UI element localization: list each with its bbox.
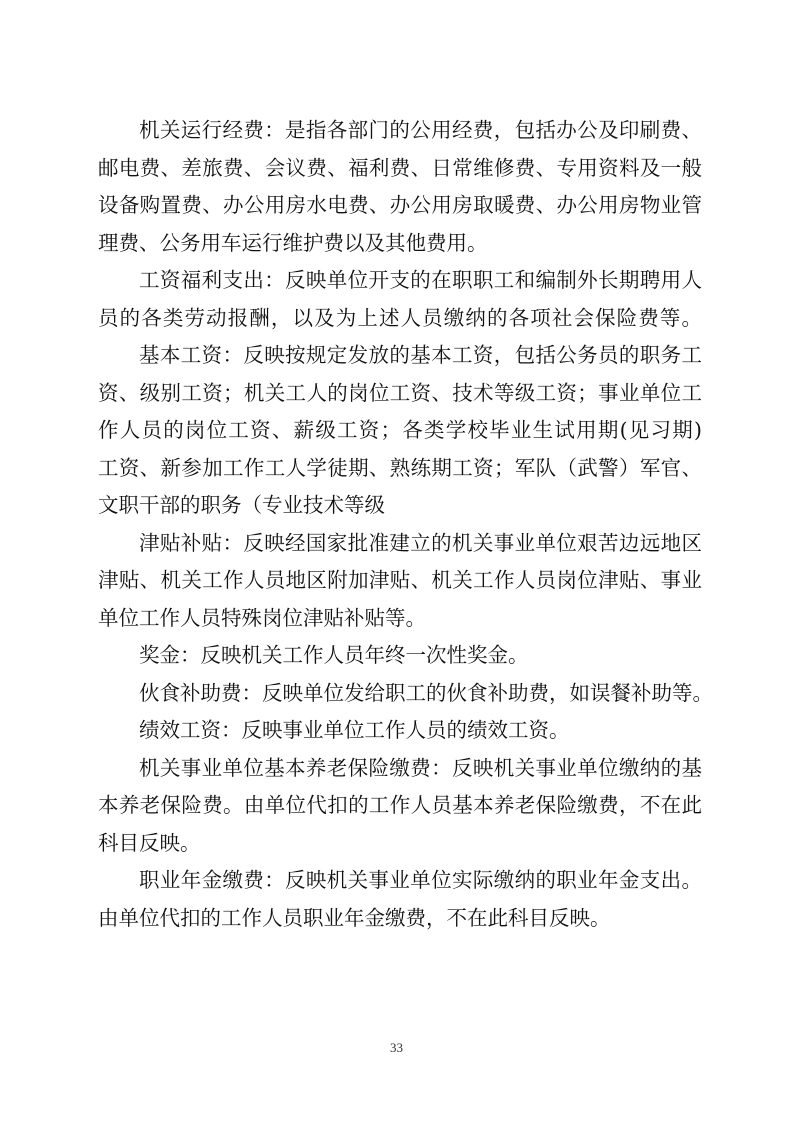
text-line: 绩效工资：反映事业单位工作人员的绩效工资。	[139, 718, 570, 742]
text-line: 奖金：反映机关工作人员年终一次性奖金。	[139, 643, 529, 667]
text-line: 工资福利支出：反映单位开支的在职职工和编制外长期聘用人	[139, 268, 702, 292]
text-line: 机关运行经费：是指各部门的公用经费，包括办公及印刷费、	[139, 118, 702, 142]
text-line: 邮电费、差旅费、会议费、福利费、日常维修费、专用资料及一般	[98, 155, 702, 180]
text-line: 理费、公务用车运行维护费以及其他费用。	[98, 230, 488, 255]
paragraph-performance-pay	[98, 712, 702, 750]
text-line: 津贴补贴：反映经国家批准建立的机关事业单位艰苦边远地区	[139, 530, 702, 555]
paragraph-basic-salary	[98, 337, 702, 525]
text-line: 基本工资：反映按规定发放的基本工资，包括公务员的职务工	[139, 343, 702, 367]
text-line: 单位工作人员特殊岗位津贴补贴等。	[98, 605, 426, 630]
text-line: 津贴、机关工作人员地区附加津贴、机关工作人员岗位津贴、事业	[98, 568, 702, 592]
paragraph-public-expenses	[98, 112, 702, 262]
text-line: 本养老保险费。由单位代扣的工作人员基本养老保险缴费，不在此	[98, 793, 702, 817]
text-line: 工资、新参加工作工人学徒期、熟练期工资；军队（武警）军官、	[98, 455, 702, 480]
text-line: 科目反映。	[98, 830, 201, 855]
text-line: 机关事业单位基本养老保险缴费：反映机关事业单位缴纳的基	[139, 755, 702, 780]
text-line: 文职干部的职务（专业技术等级	[98, 493, 385, 517]
document-body	[98, 112, 713, 937]
paragraph-meal-subsidy	[98, 675, 713, 713]
paragraph-occupational-annuity	[98, 862, 702, 937]
text-line: 资、级别工资；机关工人的岗位工资、技术等级工资；事业单位工	[98, 380, 702, 405]
paragraph-wage-welfare	[98, 262, 702, 337]
paragraph-pension-insurance	[98, 750, 702, 863]
paragraph-allowances	[98, 525, 702, 638]
paragraph-bonus	[98, 637, 702, 675]
text-line: 职业年金缴费：反映机关事业单位实际缴纳的职业年金支出。	[139, 868, 702, 892]
text-line: 作人员的岗位工资、薪级工资；各类学校毕业生试用期(见习期)	[98, 418, 702, 442]
text-line: 伙食补助费：反映单位发给职工的伙食补助费，如误餐补助等。	[139, 680, 713, 705]
page-number: 33	[390, 1040, 403, 1055]
text-line: 员的各类劳动报酬，以及为上述人员缴纳的各项社会保险费等。	[98, 305, 702, 330]
text-line: 由单位代扣的工作人员职业年金缴费，不在此科目反映。	[98, 905, 611, 930]
text-line: 设备购置费、办公用房水电费、办公用房取暖费、办公用房物业管	[98, 193, 702, 217]
